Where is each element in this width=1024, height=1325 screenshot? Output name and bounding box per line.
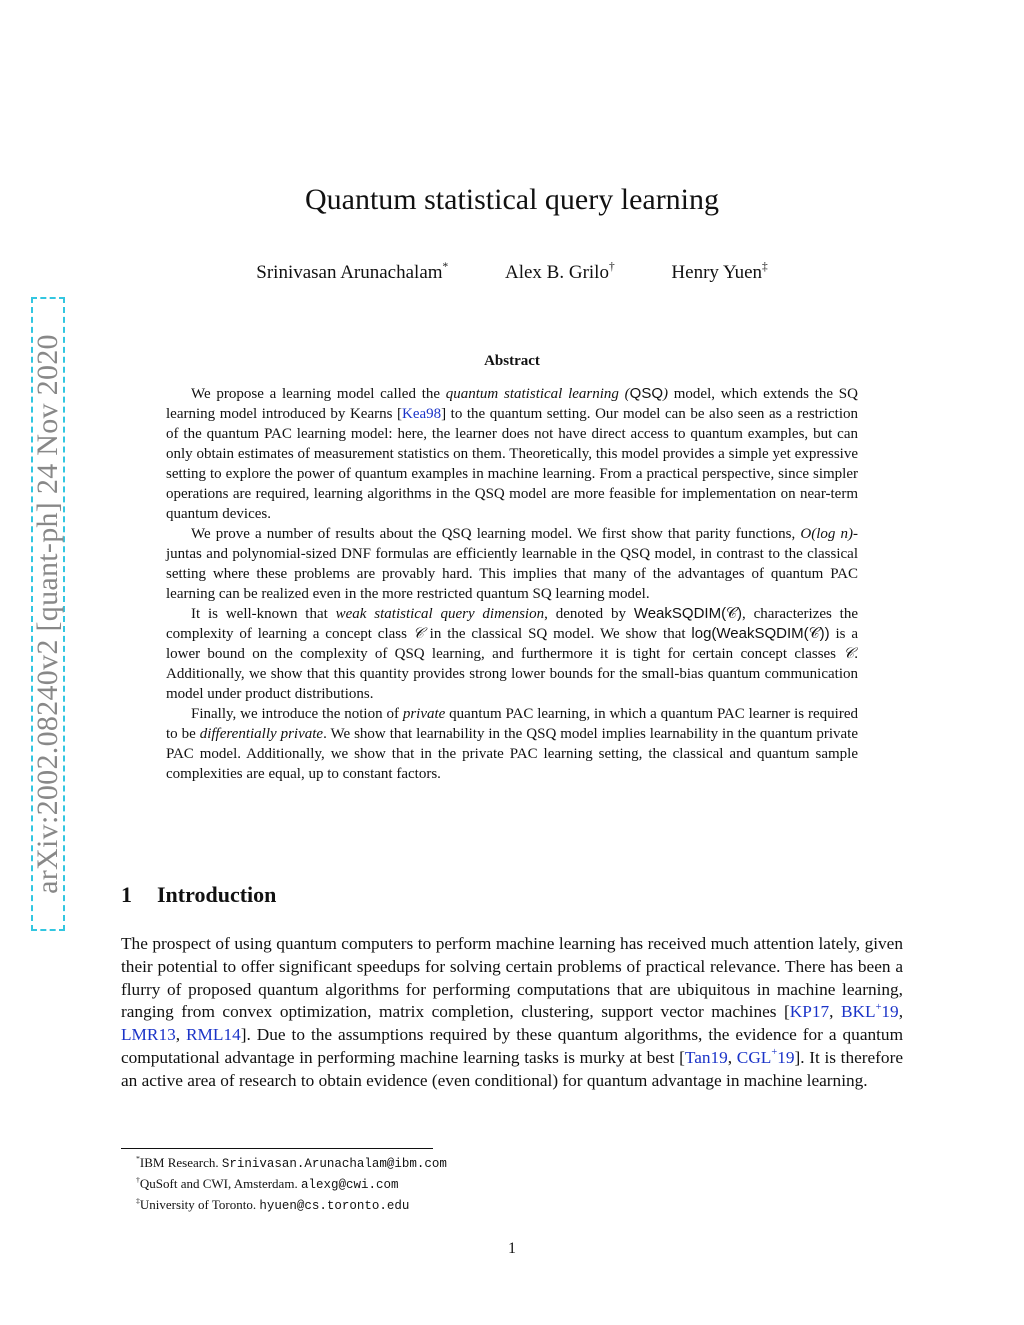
page-number: 1 <box>508 1240 516 1257</box>
footnote-2: †QuSoft and CWI, Amsterdam. alexg@cwi.com <box>136 1174 399 1192</box>
citation-link-bkl19[interactable]: BKL+19 <box>841 1001 899 1022</box>
footnote-3-email[interactable]: hyuen@cs.toronto.edu <box>259 1199 410 1213</box>
introduction-paragraph: The prospect of using quantum computers to perform machine learning has received much attention lately, given their potential to offer significant speedups for solving certain problems of practical relevance. There has been a flurry of proposed quantum algorithms for performing computations that are ubiquitous in machine learning, ranging from convex optimization, matrix completion, clustering, support vector machines [KP17, BKL+19, LMR13, RML14]. Due to the assumptions required by these quantum algorithms, the evidence for a quantum computational advantage in performing machine learning tasks is murky at best [Tan19, CGL+19]. It is therefore an active area of research to obtain evidence (even conditional) for quantum advantage in machine learning. <box>121 934 904 1090</box>
abstract-body <box>166 384 858 784</box>
citation-link-lmr13[interactable]: LMR13 <box>121 1025 176 1045</box>
introduction-body <box>121 933 903 1093</box>
citation-link-rml14[interactable]: RML14 <box>186 1025 241 1045</box>
footnote-divider <box>121 1148 433 1149</box>
footnote-1: *IBM Research. Srinivasan.Arunachalam@ibm.com <box>136 1153 447 1171</box>
citation-link-tan19[interactable]: Tan19 <box>684 1047 728 1067</box>
arxiv-identifier: arXiv:2002.08240v2 [quant-ph] 24 Nov 2020 <box>31 334 64 894</box>
footnote-3: ‡University of Toronto. hyuen@cs.toronto.edu <box>136 1195 410 1213</box>
author-3: Henry Yuen‡ <box>671 260 768 283</box>
author-1-footnote-mark[interactable]: * <box>442 260 449 273</box>
abstract-paragraph-3: It is well-known that weak statistical query dimension, denoted by WeakSQDIM(𝒞), characterizes the complexity of learning a concept class 𝒞 in the classical SQ model. We show that log(WeakSQDIM(𝒞)) is a lower bound on the complexity of QSQ learning, and furthermore it is tight for certain concept classes 𝒞. Additionally, we show that this quantity provides strong lower bounds for the small-bias quantum communication model under product distributions. <box>166 605 858 702</box>
abstract-paragraph-2: We prove a number of results about the QSQ learning model. We first show that parity functions, O(log n)-juntas and polynomial-sized DNF formulas are efficiently learnable in the QSQ model, in contrast to the classical setting where these problems are provably hard. This implies that many of the advantages of quantum PAC learning can be realized even in the more restricted quantum SQ learning model. <box>166 526 858 602</box>
citation-link-kea98[interactable]: Kea98 <box>401 406 442 422</box>
abstract-paragraph-1: We propose a learning model called the quantum statistical learning (QSQ) model, which extends the SQ learning model introduced by Kearns [Kea98] to the quantum setting. Our model can be also seen as a restriction of the quantum PAC learning model: here, the learner does not have direct access to quantum examples, but can only obtain estimates of measurement statistics on them. Theoretically, this model provides a simple yet expressive setting to explore the power of quantum examples in machine learning. From a practical perspective, since simpler operations are required, learning algorithms in the QSQ model are more feasible for implementation on near-term quantum devices. <box>166 385 858 522</box>
citation-link-cgl19[interactable]: CGL+19 <box>736 1047 795 1067</box>
author-3-footnote-mark[interactable]: ‡ <box>762 260 768 273</box>
section-title: Introduction <box>157 882 277 907</box>
paper-title: Quantum statistical query learning <box>304 183 720 216</box>
author-2: Alex B. Grilo† <box>505 260 615 283</box>
arxiv-side-stamp <box>31 297 65 931</box>
footnotes <box>136 1153 447 1216</box>
author-list <box>0 262 1024 284</box>
citation-link-kp17[interactable]: KP17 <box>789 1002 830 1022</box>
author-2-footnote-mark[interactable]: † <box>608 260 615 273</box>
abstract-paragraph-4: Finally, we introduce the notion of private quantum PAC learning, in which a quantum PAC learner is required to be differentially private. We show that learnability in the QSQ model implies learnability in the quantum private PAC model. Additionally, we show that in the private PAC learning setting, the classical and quantum sample complexities are equal, up to constant factors. <box>166 706 859 782</box>
section-number: 1 <box>121 882 132 907</box>
footnote-1-email[interactable]: Srinivasan.Arunachalam@ibm.com <box>221 1157 447 1171</box>
footnote-2-email[interactable]: alexg@cwi.com <box>300 1178 399 1192</box>
author-1: Srinivasan Arunachalam* <box>256 260 449 283</box>
section-heading <box>121 882 276 908</box>
abstract-heading: Abstract <box>484 353 540 369</box>
